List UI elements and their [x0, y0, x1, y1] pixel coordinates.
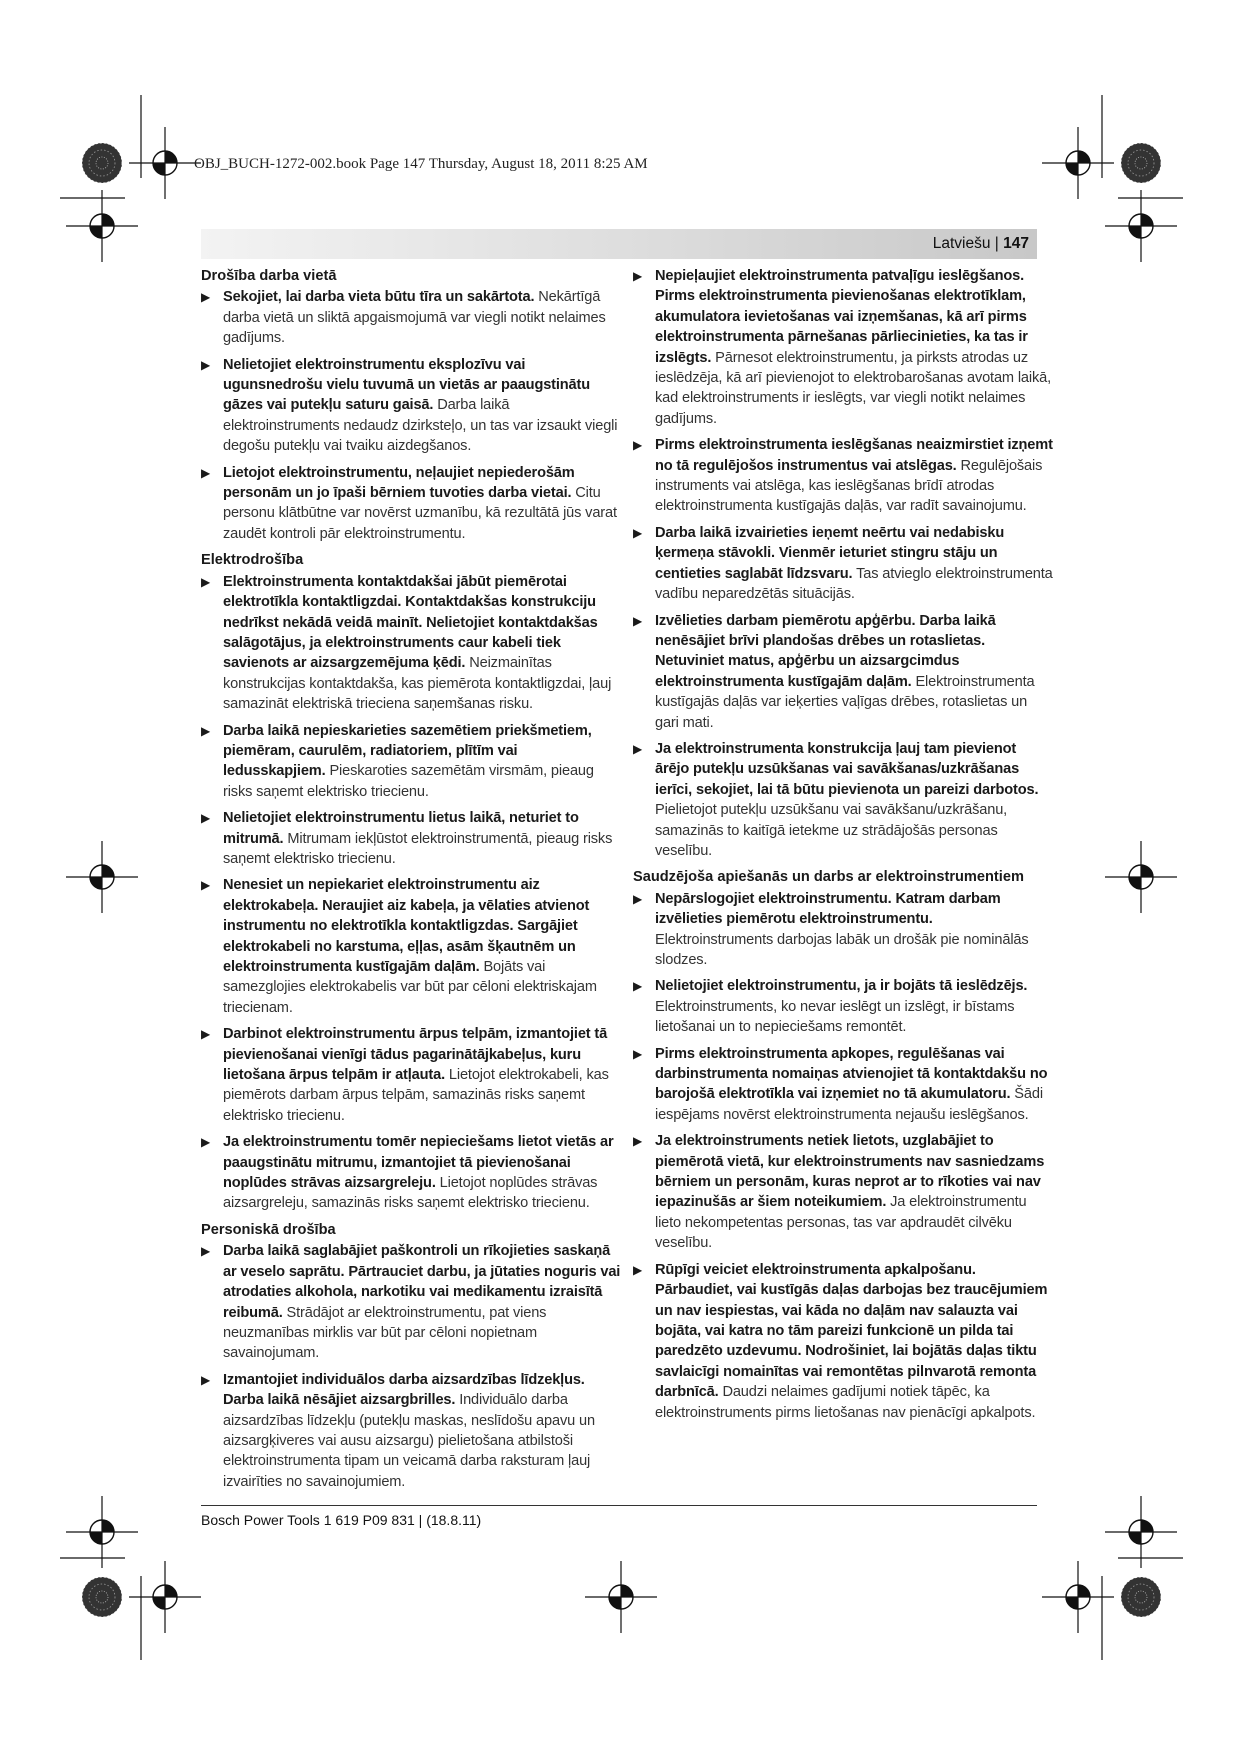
- footer-text: Bosch Power Tools 1 619 P09 831 | (18.8.11): [201, 1512, 482, 1528]
- safety-instruction: [633, 1260, 1053, 1423]
- bullet-arrow-icon: ▶: [633, 1134, 643, 1149]
- instruction-bold: Pirms elektroinstrumenta apkopes, regulēšanas vai darbinstrumenta nomaiņas atvienojiet tā kontaktdakšu no barojošā elektrotīkla vai izņemiet no tā akumulatoru.: [655, 1045, 1048, 1103]
- instruction-bold: Darba laikā izvairieties ieņemt neērtu vai nedabisku ķermeņa stāvokli. Vienmēr ieturiet stingru stāju un centieties saglabāt līdzsvaru.: [655, 524, 1005, 582]
- safety-instruction: [633, 1131, 1053, 1253]
- header-language: Latviešu: [932, 235, 991, 252]
- safety-instruction: [201, 463, 621, 545]
- instruction-text: Tas atvieglo elektroinstrumenta vadību neparedzētās situācijās.: [655, 565, 1053, 603]
- instruction-bold: Nenesiet un nepiekariet elektroinstrumentu aiz elektrokabeļa. Neraujiet aiz kabeļa, ja vēlaties atvienot instrumentu no elektrotīkla kontaktligzdas. Sargājiet elektrokabeli no karstuma, eļļas, asām šķautnēm un elektroinstrumenta kustīgajām daļām.: [223, 877, 590, 975]
- instruction-bold: Nelietojiet elektroinstrumentu, ja ir bojāts tā ieslēdzējs.: [655, 978, 1028, 995]
- instruction-text: Elektroinstrumenta kustīgajās daļās var ieķerties vaļīgas drēbes, rotaslietas un gari mati.: [655, 673, 1035, 731]
- instruction-bold: Pirms elektroinstrumenta ieslēgšanas neaizmirstiet izņemt no tā regulējošos instrumentus vai atslēgas.: [655, 437, 1053, 474]
- safety-instruction: [201, 1241, 621, 1363]
- instruction-text: Regulējošais instruments vai atslēga, kas ieslēgšanas brīdī atrodas elektroinstrumenta kustīgajās daļās, var radīt savainojumu.: [655, 457, 1043, 515]
- bullet-arrow-icon: ▶: [633, 613, 643, 628]
- safety-instruction: [633, 435, 1053, 517]
- safety-instruction: [633, 266, 1053, 429]
- instruction-text: Šādi iespējams novērst elektroinstrumenta nejaušu ieslēgšanos.: [655, 1086, 1043, 1123]
- instruction-bold: Nepieļaujiet elektroinstrumenta patvaļīgu ieslēgšanos. Pirms elektroinstrumenta pievienošanas elektrotīklam, akumulatora ievietošanas vai izņemšanas, kā arī pirms elektroinstrumenta pārnešanas pārliecinieties, ka tas ir izslēgts.: [655, 268, 1028, 366]
- safety-instruction: [201, 808, 621, 869]
- bullet-arrow-icon: ▶: [633, 741, 643, 756]
- bullet-arrow-icon: ▶: [201, 878, 211, 893]
- safety-instruction: [201, 1024, 621, 1126]
- instruction-text: Ja elektroinstrumentu lieto nekompetentas personas, tas var apdraudēt cilvēku veselību.: [655, 1194, 1027, 1252]
- instruction-text: Lietojot elektrokabeli, kas piemērots darbam ārpus telpām, samazinās risks saņemt elektrisko triecienu.: [223, 1067, 609, 1124]
- bullet-arrow-icon: ▶: [201, 1135, 211, 1150]
- safety-instruction: [633, 1044, 1053, 1126]
- bullet-arrow-icon: ▶: [201, 357, 211, 372]
- bullet-arrow-icon: ▶: [201, 723, 211, 738]
- instruction-bold: Elektroinstrumenta kontaktdakšai jābūt piemērotai elektrotīkla kontaktligzdai. Kontaktdakšas konstrukciju nedrīkst nekādā veidā mainīt. Nelietojiet kontaktdakšas salāgotājus, ja elektroinstruments caur kabeli tiek savienots ar aizsargzemējuma ķēdi.: [223, 573, 598, 672]
- section-title: Saudzējoša apiešanās un darbs ar elektroinstrumentiem: [633, 869, 1024, 886]
- instruction-bold: Ja elektroinstrumenta konstrukcija ļauj tam pievienot ārējo putekļu uzsūkšanas vai savākšanas/uzkrāšanas ierīci, sekojiet, lai tā būtu pievienota un pareizi darbotos.: [655, 740, 1039, 798]
- instruction-bold: Nelietojiet elektroinstrumentu lietus laikā, neturiet to mitrumā.: [223, 810, 579, 847]
- instruction-bold: Darba laikā saglabājiet paškontroli un rīkojieties saskaņā ar veselo saprātu. Pārtrauciet darbu, ja jūtaties noguris vai atrodaties alkohola, narkotiku vai medikamentu izraisītā reibumā.: [223, 1243, 621, 1321]
- instruction-text: Daudzi nelaimes gadījumi notiek tāpēc, ka elektroinstruments pirms lietošanas nav pienācīgi apkalpots.: [655, 1384, 1036, 1421]
- bullet-arrow-icon: ▶: [201, 1372, 211, 1387]
- page-number: 147: [1003, 235, 1029, 252]
- bullet-arrow-icon: ▶: [633, 269, 643, 283]
- instruction-text: Elektroinstruments darbojas labāk un drošāk pie nominālās slodzes.: [655, 931, 1029, 968]
- instruction-bold: Sekojiet, lai darba vieta būtu tīra un sakārtota.: [223, 289, 535, 306]
- safety-instruction: [633, 611, 1053, 733]
- bullet-arrow-icon: ▶: [633, 525, 643, 540]
- section-title: Personiskā drošība: [201, 1221, 336, 1238]
- instruction-text: Elektroinstruments, ko nevar ieslēgt un izslēgt, ir bīstams lietošanai un to nepieciešams remontēt.: [655, 998, 1015, 1036]
- bullet-arrow-icon: ▶: [633, 438, 643, 453]
- instruction-text: Strādājot ar elektroinstrumentu, pat viens neuzmanības mirklis var būt par cēloni nopietnam savainojumam.: [223, 1304, 547, 1362]
- instruction-text: Bojāts vai samezglojies elektrokabelis var būt par cēloni elektriskajam triecienam.: [223, 959, 597, 1016]
- instruction-bold: Rūpīgi veiciet elektroinstrumenta apkalpošanu. Pārbaudiet, vai kustīgās daļas darbojas bez traucējumiem un nav iespiestas, vai kāda no daļām nav salauzta vai bojāta, vai katra no tām pareizi funkcionē un pilda tai paredzēto uzdevumu. Nodrošiniet, lai bojātās daļas tiktu savlaicīgi nomainītas vai remontētas pilnvarotā remonta darbnīcā.: [655, 1261, 1048, 1401]
- safety-instruction: [201, 1132, 621, 1214]
- safety-instruction: [201, 875, 621, 1018]
- safety-instruction: [201, 287, 621, 348]
- bullet-arrow-icon: ▶: [633, 1046, 643, 1061]
- header-text: [933, 229, 1037, 259]
- instruction-text: Pieskaroties sazemētām virsmām, pieaug risks saņemt elektrisko triecienu.: [223, 763, 594, 800]
- instruction-bold: Darba laikā nepieskarieties sazemētiem priekšmetiem, piemēram, caurulēm, radiatoriem, plītīm vai ledusskapjiem.: [223, 722, 592, 780]
- left-column: [201, 266, 621, 1498]
- instruction-bold: Ja elektroinstruments netiek lietots, uzglabājiet to piemērotā vietā, kur elektroinstruments nav sasniedzams bērniem un personām, kuras neprot ar to rīkoties vai nav iepazinušās ar šiem noteikumiem.: [655, 1133, 1045, 1211]
- print-slug: OBJ_BUCH-1272-002.book Page 147 Thursday, August 18, 2011 8:25 AM: [194, 156, 648, 172]
- bullet-arrow-icon: ▶: [633, 979, 643, 994]
- bullet-arrow-icon: ▶: [633, 891, 643, 906]
- instruction-bold: Lietojot elektroinstrumentu, neļaujiet nepiederošām personām un jo īpaši bērniem tuvoties darba vietai.: [223, 464, 575, 502]
- bullet-arrow-icon: ▶: [201, 574, 211, 589]
- instruction-text: Darba laikā elektroinstruments nedaudz dzirksteļo, un tas var izsaukt viegli degošu putekļu vai tvaiku aizdegšanos.: [223, 397, 618, 455]
- instruction-text: Mitrumam iekļūstot elektroinstrumentā, pieaug risks saņemt elektrisko triecienu.: [223, 830, 613, 867]
- bullet-arrow-icon: ▶: [201, 465, 211, 480]
- safety-instruction: [201, 1370, 621, 1492]
- safety-instruction: [201, 572, 621, 715]
- footer-rule: [201, 1505, 1037, 1506]
- instruction-text: Lietojot noplūdes strāvas aizsargreleju, samazinās risks saņemt elektrisko triecienu.: [223, 1175, 598, 1212]
- instruction-text: Neizmainītas konstrukcijas kontaktdakša, kas piemērota kontaktligzdai, ļauj samazināt elektriskā trieciena saņemšanas risku.: [223, 655, 612, 713]
- section-title: Elektrodrošība: [201, 552, 304, 569]
- header-separator: |: [990, 235, 1004, 252]
- safety-instruction: [633, 889, 1053, 971]
- instruction-bold: Nepārslogojiet elektroinstrumentu. Katram darbam izvēlieties piemērotu elektroinstrumentu.: [655, 890, 1001, 928]
- section-title: Drošība darba vietā: [201, 268, 337, 284]
- instruction-bold: Darbinot elektroinstrumentu ārpus telpām, izmantojiet tā pievienošanai vienīgi tādus pagarinātājkabeļus, kuru lietošana ārpus telpām ir atļauta.: [223, 1026, 608, 1084]
- bullet-arrow-icon: ▶: [201, 1027, 211, 1042]
- instruction-bold: Ja elektroinstrumentu tomēr nepieciešams lietot vietās ar paaugstinātu mitrumu, izmantojiet tā pievienošanai noplūdes strāvas aizsargreleju.: [223, 1134, 614, 1192]
- page-header: [201, 229, 1037, 259]
- safety-instruction: [633, 976, 1053, 1037]
- instruction-bold: Izvēlieties darbam piemērotu apģērbu. Darba laikā nenēsājiet brīvi plandošas drēbes un rotaslietas. Netuviniet matus, apģērbu un aizsargcimdus elektroinstrumenta kustīgajām daļām.: [655, 612, 996, 690]
- instruction-bold: Izmantojiet individuālos darba aizsardzības līdzekļus. Darba laikā nēsājiet aizsargbrilles.: [223, 1371, 585, 1409]
- instruction-bold: Nelietojiet elektroinstrumentu eksplozīvu vai ugunsnedrošu vielu tuvumā un vietās ar paaugstinātu gāzes vai putekļu saturu gaisā.: [223, 356, 590, 414]
- safety-instruction: [201, 721, 621, 803]
- instruction-text: Pielietojot putekļu uzsūkšanu vai savākšanu/uzkrāšanu, samazinās to kaitīgā ietekme uz strādājošās personas veselību.: [655, 802, 1008, 859]
- safety-instruction: [633, 523, 1053, 605]
- instruction-text: Citu personu klātbūtne var novērst uzmanību, kā rezultātā jūs varat zaudēt kontroli pār elektroinstrumentu.: [223, 485, 617, 542]
- instruction-text: Pārnesot elektroinstrumentu, ja pirksts atrodas uz ieslēdzēja, kā arī pievienojot to elektrobarošanas avotam laikā, kad elektroinstruments ir ieslēgts, var viegli notikt nelaimes gadījums.: [655, 349, 1052, 427]
- bullet-arrow-icon: ▶: [201, 811, 211, 826]
- bullet-arrow-icon: ▶: [633, 1262, 643, 1277]
- right-column: [633, 266, 1053, 1429]
- bullet-arrow-icon: ▶: [201, 290, 211, 305]
- instruction-text: Nekārtīgā darba vietā un sliktā apgaismojumā var viegli notikt nelaimes gadījums.: [223, 289, 606, 347]
- instruction-text: Individuālo darba aizsardzības līdzekļu (putekļu maskas, neslīdošu apavu un aizsargķiveres vai ausu aizsargu) pielietošana atbilstoši elektroinstrumenta tipam un veicamā darba raksturam ļauj izvairīties no savainojumiem.: [223, 1392, 595, 1490]
- bullet-arrow-icon: ▶: [201, 1244, 211, 1259]
- safety-instruction: [633, 739, 1053, 861]
- safety-instruction: [201, 355, 621, 457]
